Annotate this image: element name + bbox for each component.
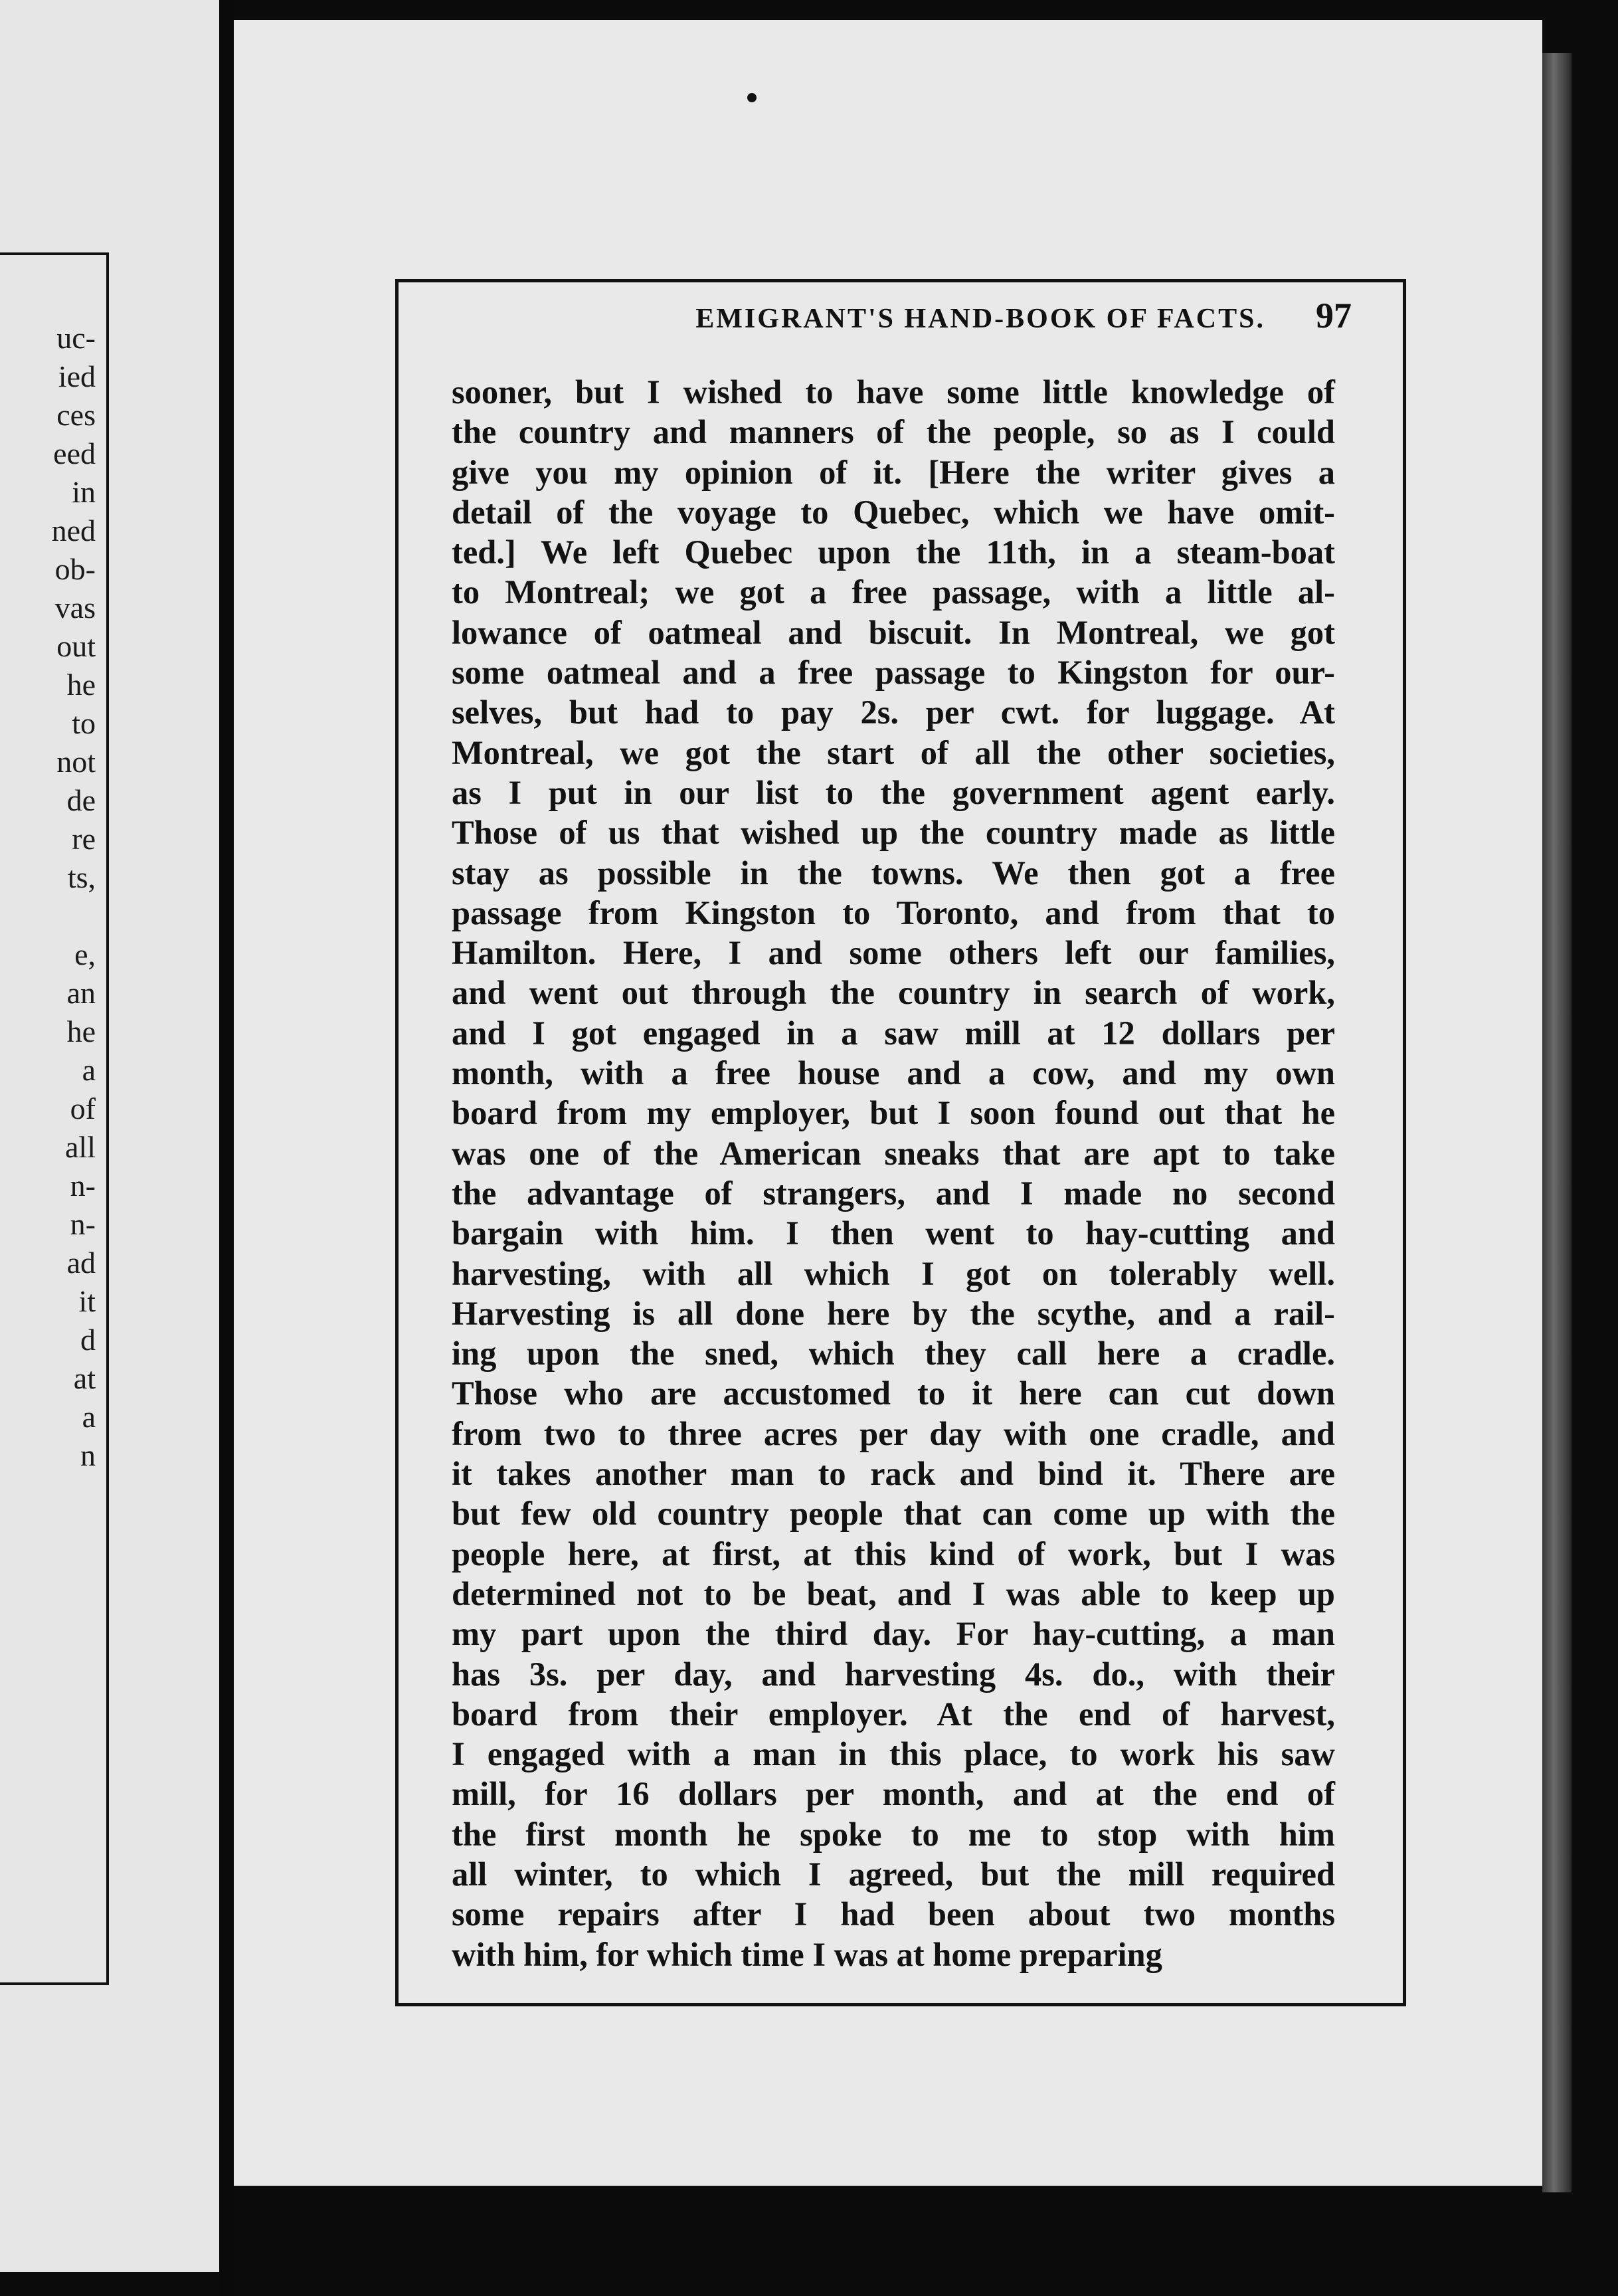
- previous-page-fragment: of: [70, 1092, 96, 1125]
- text-line: Those who are accustomed to it here can cut down: [452, 1375, 1335, 1412]
- text-line: determined not to be beat, and I was able to keep up: [452, 1575, 1335, 1612]
- text-line: as I put in our list to the government agent early.: [452, 773, 1335, 811]
- text-line: the first month he spoke to me to stop with him: [452, 1815, 1335, 1853]
- previous-page-fragment: all: [65, 1130, 96, 1164]
- text-line: month, with a free house and a cow, and my own: [452, 1054, 1335, 1092]
- text-line: it takes another man to rack and bind it. There are: [452, 1455, 1335, 1493]
- text-line: selves, but had to pay 2s. per cwt. for luggage. At: [452, 694, 1335, 731]
- text-line: Hamilton. Here, I and some others left our families,: [452, 934, 1335, 972]
- previous-page-fragment: eed: [53, 436, 96, 470]
- previous-page-fragment: a: [82, 1400, 96, 1434]
- previous-page-fragment: n: [80, 1438, 96, 1472]
- text-line: ted.] We left Quebec upon the 11th, in a steam-boat: [452, 533, 1335, 571]
- text-line: detail of the voyage to Quebec, which we have omit-: [452, 493, 1335, 531]
- text-line: ing upon the sned, which they call here a cradle.: [452, 1335, 1335, 1373]
- previous-page-fragment: in: [72, 475, 96, 509]
- previous-page-fragment: de: [66, 783, 96, 817]
- previous-page-fragment: out: [56, 629, 96, 663]
- page-header: [425, 296, 1352, 339]
- previous-page-fragment: it: [78, 1284, 96, 1318]
- text-line: has 3s. per day, and harvesting 4s. do., with their: [452, 1655, 1335, 1693]
- text-line: lowance of oatmeal and biscuit. In Montreal, we got: [452, 613, 1335, 651]
- page-number: 97: [1316, 296, 1352, 335]
- previous-page-fragment: ces: [56, 398, 96, 432]
- previous-page-fragment: vas: [54, 591, 96, 624]
- previous-page-fragment: he: [66, 1014, 96, 1048]
- text-line: my part upon the third day. For hay-cutting, a man: [452, 1615, 1335, 1653]
- previous-page-fragment: e,: [74, 937, 96, 971]
- text-line: the country and manners of the people, so as I could: [452, 413, 1335, 451]
- previous-page-fragment: not: [56, 745, 96, 779]
- ink-speck: [747, 93, 757, 102]
- text-line: mill, for 16 dollars per month, and at the end of: [452, 1775, 1335, 1813]
- text-line: the advantage of strangers, and I made no second: [452, 1174, 1335, 1212]
- previous-page-fragment: re: [72, 822, 96, 856]
- previous-page-fragment: ned: [51, 514, 96, 547]
- body-text: [452, 372, 1335, 1974]
- text-line: and I got engaged in a saw mill at 12 dollars per: [452, 1014, 1335, 1052]
- previous-page-fragment: he: [66, 668, 96, 702]
- text-line: from two to three acres per day with one cradle, and: [452, 1414, 1335, 1452]
- running-head: EMIGRANT'S HAND-BOOK OF FACTS.: [695, 304, 1265, 334]
- previous-page-fragment: ts,: [67, 860, 96, 894]
- previous-page-fragment: a: [82, 1053, 96, 1087]
- book-gutter: [219, 0, 234, 2296]
- previous-page-fragment: [0, 897, 100, 935]
- previous-page-fragment: n-: [70, 1207, 96, 1241]
- previous-page-text: [0, 319, 100, 1475]
- text-line: was one of the American sneaks that are apt to take: [452, 1134, 1335, 1172]
- previous-page-fragment: ad: [66, 1246, 96, 1280]
- previous-page-fragment: to: [72, 706, 96, 740]
- text-line: some repairs after I had been about two months: [452, 1895, 1335, 1933]
- text-line: Montreal, we got the start of all the other societies,: [452, 733, 1335, 771]
- previous-page-fragment: n-: [70, 1169, 96, 1202]
- text-line: bargain with him. I then went to hay-cutting and: [452, 1214, 1335, 1252]
- text-line: with him, for which time I was at home preparing: [452, 1935, 1162, 1973]
- text-line: give you my opinion of it. [Here the writer gives a: [452, 453, 1335, 491]
- previous-page-fragment: d: [80, 1323, 96, 1357]
- text-line: to Montreal; we got a free passage, with a little al-: [452, 573, 1335, 611]
- text-line: board from my employer, but I soon found out that he: [452, 1094, 1335, 1132]
- text-line: I engaged with a man in this place, to work his saw: [452, 1735, 1335, 1773]
- text-line: harvesting, with all which I got on tolerably well.: [452, 1254, 1335, 1292]
- text-line: Those of us that wished up the country made as little: [452, 814, 1335, 852]
- text-line: but few old country people that can come up with the: [452, 1495, 1335, 1533]
- previous-page-fragment: an: [66, 976, 96, 1010]
- text-line: people here, at first, at this kind of work, but I was: [452, 1535, 1335, 1573]
- previous-page-fragment: ob-: [54, 552, 96, 586]
- text-line: passage from Kingston to Toronto, and from that to: [452, 894, 1335, 931]
- text-line: and went out through the country in search of work,: [452, 974, 1335, 1012]
- previous-page-fragment: at: [73, 1361, 96, 1395]
- text-line: board from their employer. At the end of harvest,: [452, 1695, 1335, 1733]
- previous-page: [0, 0, 223, 2272]
- text-line: all winter, to which I agreed, but the mill required: [452, 1855, 1335, 1893]
- previous-page-fragment: uc-: [56, 321, 96, 355]
- text-line: Harvesting is all done here by the scythe, and a rail-: [452, 1294, 1335, 1332]
- previous-page-fragment: ied: [58, 359, 96, 393]
- text-line: stay as possible in the towns. We then got a free: [452, 854, 1335, 892]
- text-line: sooner, but I wished to have some little knowledge of: [452, 373, 1335, 411]
- page-edge: [1542, 53, 1572, 2192]
- text-line: some oatmeal and a free passage to Kingston for our-: [452, 654, 1335, 692]
